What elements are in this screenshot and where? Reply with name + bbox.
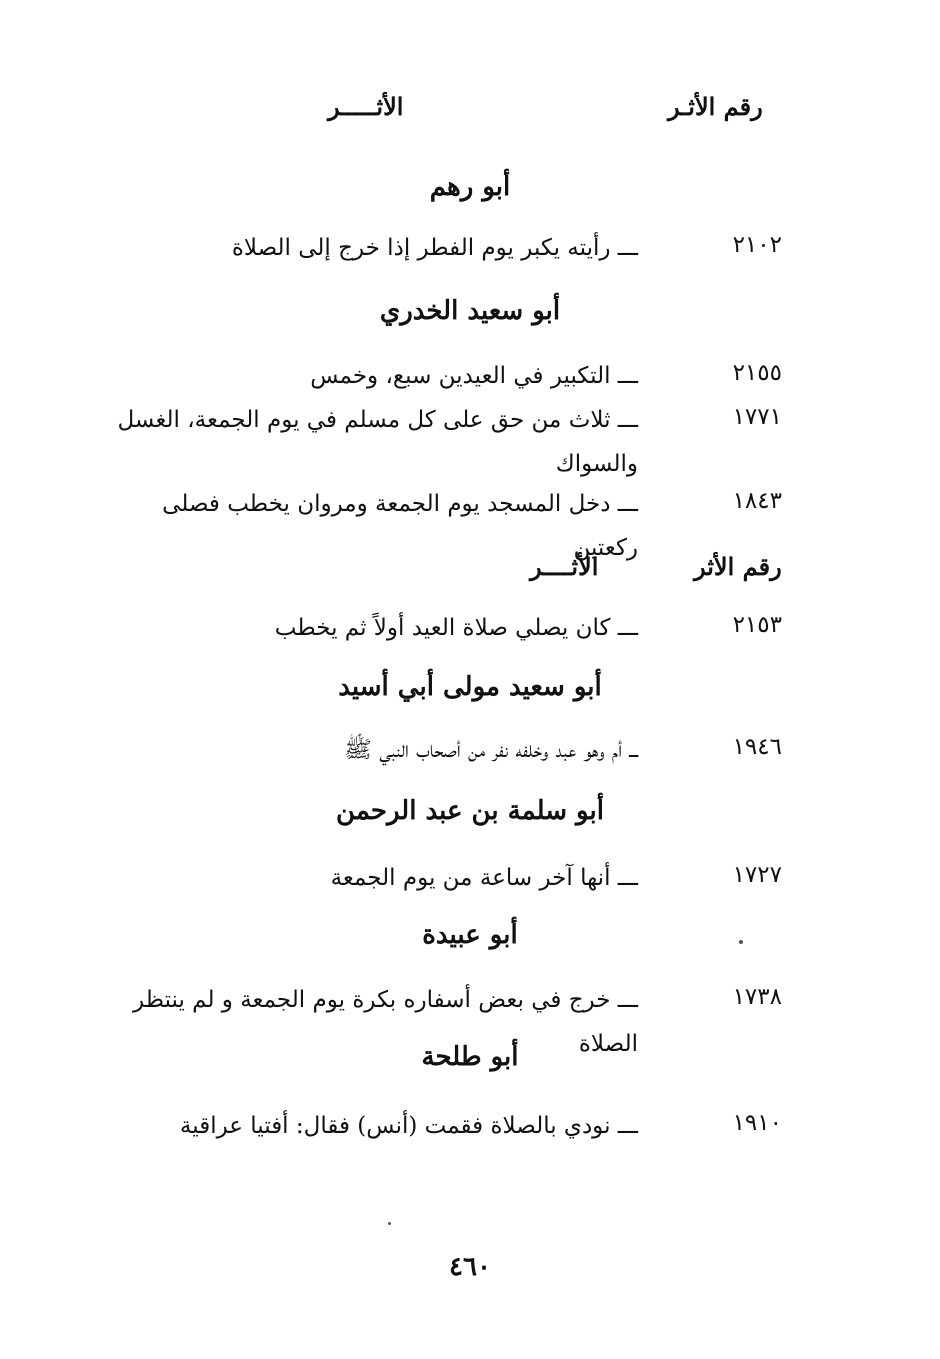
entry-number: ١٩١٠ xyxy=(732,1110,782,1136)
entry-number: ٢١٥٥ xyxy=(732,360,782,386)
column-header-text-label: الأثـــــر xyxy=(328,92,404,121)
column-subheader-number-label: رقم الأثر xyxy=(694,552,782,581)
decorative-dot xyxy=(388,1222,391,1225)
narrator-heading: أبو سلمة بن عبد الرحمن xyxy=(336,796,604,826)
page-number: ٤٦٠ xyxy=(449,1252,491,1282)
narrator-heading: أبو سعيد الخدري xyxy=(379,296,561,326)
entry-text: ـــ كان يصلي صلاة العيد أولاً ثم يخطب xyxy=(274,615,638,641)
narrator-heading: أبو عبيدة xyxy=(422,920,518,950)
entry-number: ١٧٢٧ xyxy=(732,862,782,888)
entry-text: ـــ خرج في بعض أسفاره بكرة يوم الجمعة و لم ينتظر الصلاة xyxy=(133,987,638,1057)
narrator-heading: أبو سعيد مولى أبي أسيد xyxy=(338,672,602,702)
entry-text: ـــ ثلاث من حق على كل مسلم في يوم الجمعة، الغسل والسواك xyxy=(117,407,638,477)
column-subheader-text-label: الأثــــر xyxy=(530,552,599,581)
entry-number: ١٨٤٣ xyxy=(732,488,782,514)
decorative-dot xyxy=(739,940,743,944)
entry-text: ـــ نودي بالصلاة فقمت (أنس) فقال: أفتيا عراقية xyxy=(179,1113,638,1139)
entry-number: ١٧٧١ xyxy=(732,404,782,430)
column-header xyxy=(0,92,940,132)
narrator-heading: أبو رهم xyxy=(429,172,511,202)
entry-text: ـــ رأيته يكبر يوم الفطر إذا خرج إلى الصلاة xyxy=(231,235,638,261)
entry-text: ـــ التكبير في العيدين سبع، وخمس xyxy=(310,363,638,389)
entry-number: ٢١٥٣ xyxy=(732,612,782,638)
entry-text: ـــ دخل المسجد يوم الجمعة ومروان يخطب فصلى ركعتين xyxy=(162,491,638,561)
column-subheader xyxy=(0,552,940,592)
entry-number: ١٩٤٦ xyxy=(732,734,782,760)
entry-text: ـــ أم وهو عبد وخلفه نفر من أصحاب النبي ﷺ xyxy=(344,737,638,763)
entry-number: ١٧٣٨ xyxy=(732,984,782,1010)
entry-number: ٢١٠٢ xyxy=(732,232,782,258)
narrator-heading: أبو طلحة xyxy=(421,1042,519,1072)
column-header-number-label: رقم الأثـر xyxy=(668,92,763,121)
entry-text: ـــ أنها آخر ساعة من يوم الجمعة xyxy=(330,865,638,891)
